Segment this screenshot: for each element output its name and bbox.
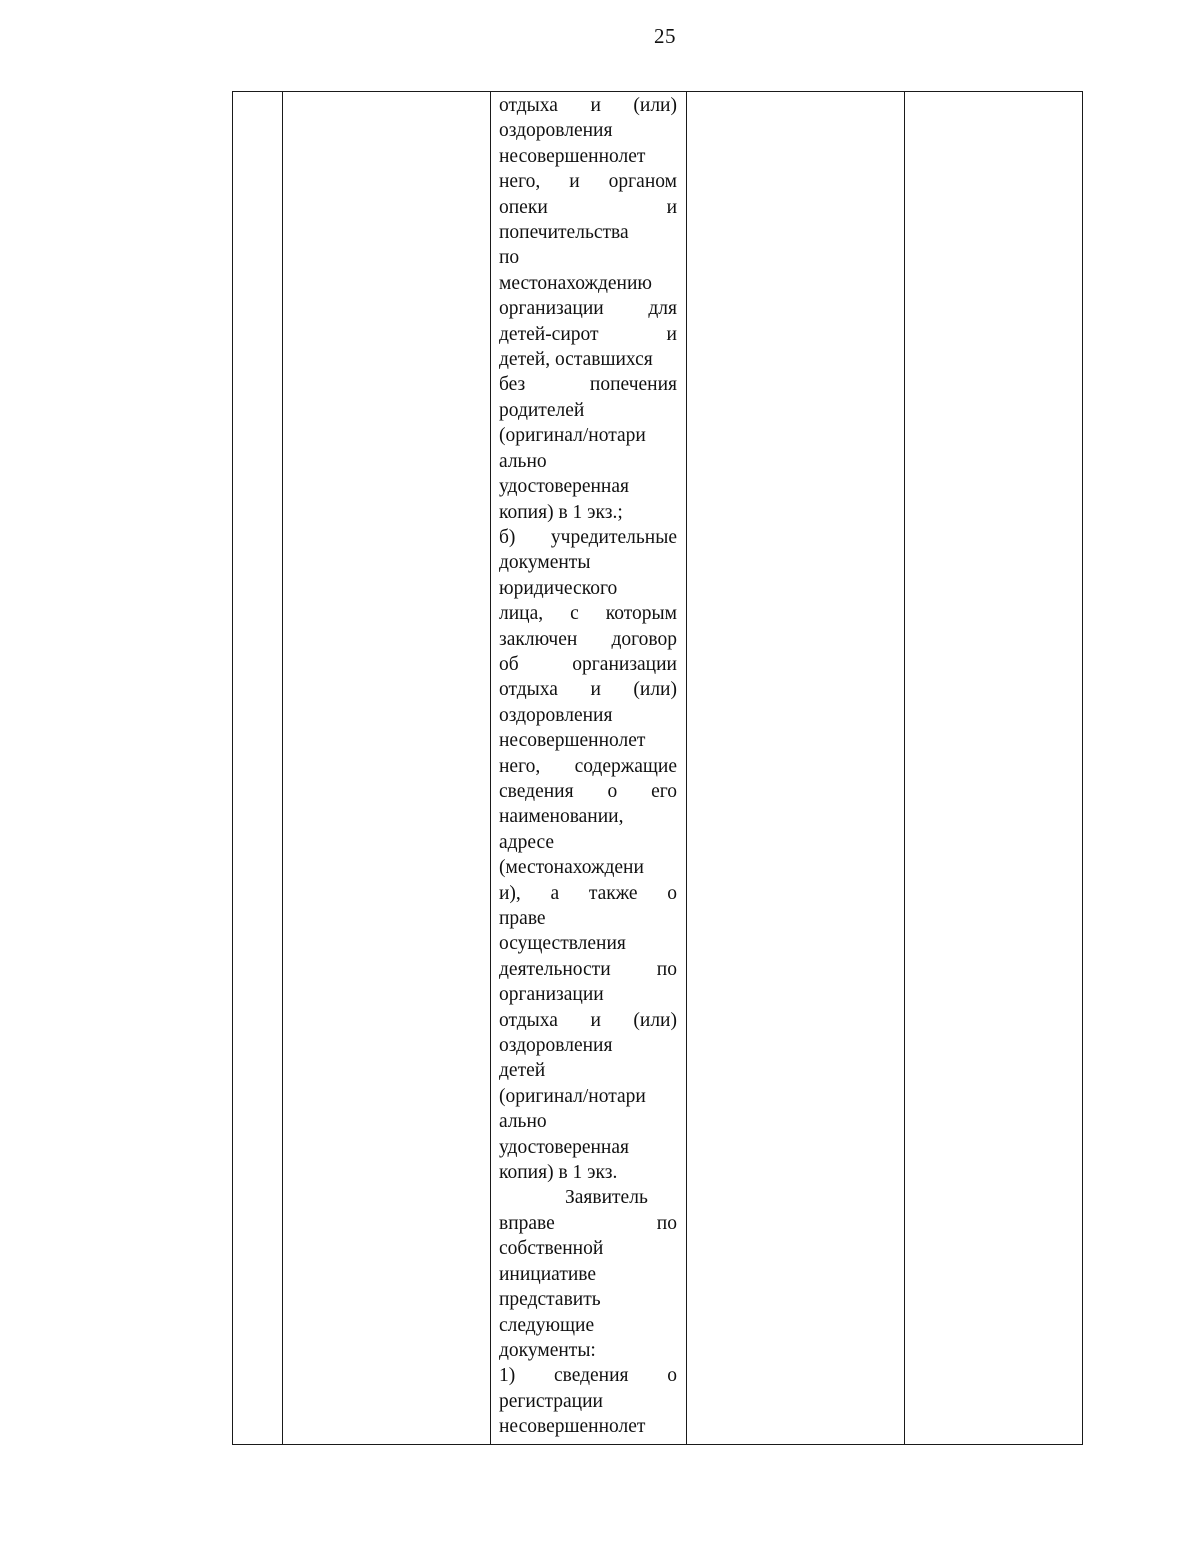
document-table [232, 91, 1083, 1445]
text-line: лица, с которым [499, 603, 677, 625]
text-line: отдыха и (или) [499, 679, 677, 701]
text-line: родителей [499, 399, 585, 421]
table-cell-service [283, 92, 491, 1445]
text-line: местонахождению [499, 272, 653, 294]
text-line: удостоверенная [499, 476, 629, 498]
text-line: несовершеннолет [499, 145, 646, 167]
text-line: детей-сирот и [499, 323, 677, 345]
text-line: собственной [499, 1238, 604, 1260]
page-number: 25 [654, 24, 676, 48]
text-line: регистрации [499, 1390, 603, 1412]
text-line: ально [499, 1111, 547, 1133]
text-line: отдыха и (или) [499, 1009, 677, 1031]
text-line: инициативе [499, 1263, 597, 1285]
text-line: Заявитель [565, 1187, 648, 1209]
text-line: опеки и [499, 196, 677, 218]
text-line: деятельности по [499, 958, 677, 980]
text-line: оздоровления [499, 1035, 613, 1057]
text-line: (местонахождени [499, 857, 644, 879]
table-cell-column-5 [905, 92, 1083, 1445]
text-line: 1) сведения о [499, 1365, 677, 1387]
text-line: б) учредительные [499, 526, 677, 548]
text-line: него, содержащие [499, 755, 677, 777]
text-line: копия) в 1 экз.; [499, 501, 623, 523]
text-line: (оригинал/нотари [499, 425, 646, 447]
text-line: (оригинал/нотари [499, 1085, 646, 1107]
text-line: сведения о его [499, 780, 677, 802]
text-line: ально [499, 450, 547, 472]
table-cell-number [233, 92, 283, 1445]
text-line: несовершеннолет [499, 730, 646, 752]
text-line: вправе по [499, 1212, 677, 1234]
text-line: праве [499, 908, 546, 929]
text-line: отдыха и (или) [499, 95, 677, 116]
text-line: оздоровления [499, 704, 613, 726]
documents-text [491, 92, 686, 1440]
text-line: документы: [499, 1339, 596, 1361]
text-line: организации [499, 984, 604, 1006]
text-line: организации для [499, 298, 677, 320]
text-line: копия) в 1 экз. [499, 1162, 618, 1184]
text-line: наименовании, [499, 806, 624, 828]
table-row [233, 92, 1083, 1445]
text-line: документы [499, 552, 591, 574]
text-line: него, и органом [499, 171, 677, 193]
table-cell-column-4 [687, 92, 905, 1445]
text-line: оздоровления [499, 120, 613, 142]
text-line: детей [499, 1060, 546, 1082]
text-line: детей, оставшихся [499, 349, 653, 371]
text-line: осуществления [499, 933, 626, 955]
text-line: несовершеннолет [499, 1416, 646, 1438]
text-line: заключен договор [499, 628, 677, 650]
text-line: юридического [499, 577, 618, 599]
text-line: об организации [499, 653, 677, 675]
text-line: и), а также о [499, 882, 677, 904]
text-line: представить [499, 1289, 601, 1311]
text-line: следующие [499, 1314, 595, 1336]
text-line: попечительства [499, 222, 629, 244]
text-line: удостоверенная [499, 1136, 629, 1158]
text-line: адресе [499, 831, 555, 853]
text-line: по [499, 247, 520, 269]
table-cell-documents [491, 92, 687, 1445]
text-line: без попечения [499, 374, 677, 396]
